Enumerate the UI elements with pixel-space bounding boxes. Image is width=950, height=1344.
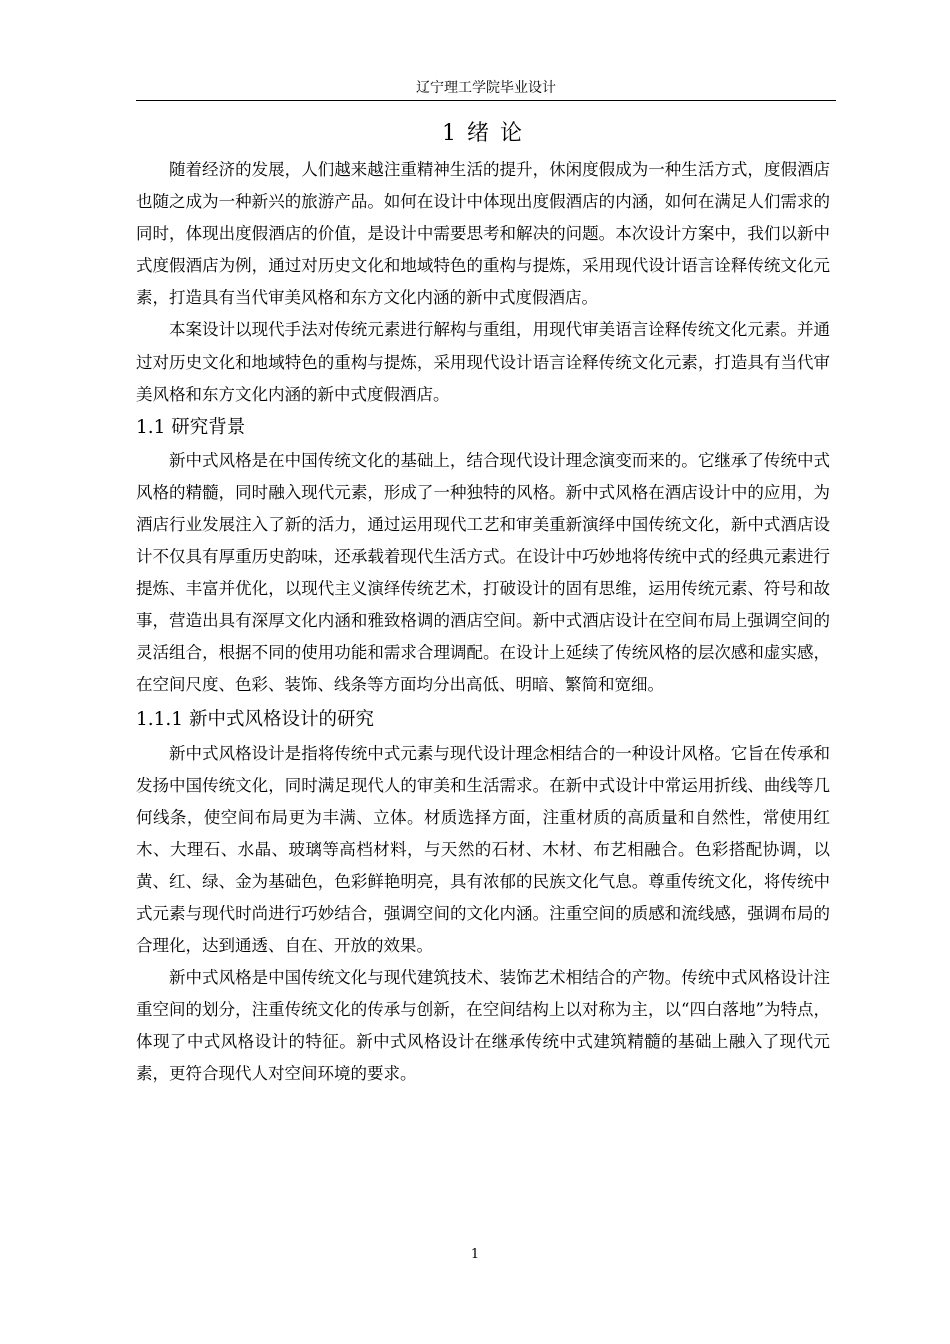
section-1-1-paragraph-1: 新中式风格是在中国传统文化的基础上，结合现代设计理念演变而来的。它继承了传统中式风格的精髓，同时融入现代元素，形成了一种独特的风格。新中式风格在酒店设计中的应用，为酒店行业发展注入了新的活力，通过运用现代工艺和审美重新演绎中国传统文化，新中式酒店设计不仅具有厚重历史韵味，还承载着现代生活方式。在设计中巧妙地将传统中式的经典元素进行提炼、丰富并优化，以现代主义演绎传统艺术，打破设计的固有思维，运用传统元素、符号和故事，营造出具有深厚文化内涵和雅致格调的酒店空间。新中式酒店设计在空间布局上强调空间的灵活组合，根据不同的使用功能和需求合理调配。在设计上延续了传统风格的层次感和虚实感，在空间尺度、色彩、装饰、线条等方面均分出高低、明暗、繁简和宽细。 bbox=[136, 450, 830, 695]
intro-paragraph-1: 随着经济的发展，人们越来越注重精神生活的提升，休闲度假成为一种生活方式，度假酒店也随之成为一种新兴的旅游产品。如何在设计中体现出度假酒店的内涵，如何在满足人们需求的同时，体现出度假酒店的价值，是设计中需要思考和解决的问题。本次设计方案中，我们以新中式度假酒店为例，通过对历史文化和地域特色的重构与提炼，采用现代设计语言诠释传统文化元素，打造具有当代审美风格和东方文化内涵的新中式度假酒店。 bbox=[136, 160, 830, 308]
chapter-title: 1 绪 论 bbox=[442, 121, 524, 146]
header-title: 辽宁理工学院毕业设计 bbox=[416, 80, 556, 96]
section-1-1-1-paragraph-1: 新中式风格设计是指将传统中式元素与现代设计理念相结合的一种设计风格。它旨在传承和发扬中国传统文化，同时满足现代人的审美和生活需求。在新中式设计中常运用折线、曲线等几何线条，使空间布局更为丰满、立体。材质选择方面，注重材质的高质量和自然性，常使用红木、大理石、水晶、玻璃等高档材料，与天然的石材、木材、布艺相融合。色彩搭配协调，以黄、红、绿、金为基础色，色彩鲜艳明亮，具有浓郁的民族文化气息。尊重传统文化，将传统中式元素与现代时尚进行巧妙结合，强调空间的文化内涵。注重空间的质感和流线感，强调布局的合理化，达到通透、自在、开放的效果。 bbox=[136, 743, 830, 956]
intro-paragraph-2: 本案设计以现代手法对传统元素进行解构与重组，用现代审美语言诠释传统文化元素。并通过对历史文化和地域特色的重构与提炼，采用现代设计语言诠释传统文化元素，打造具有当代审美风格和东方文化内涵的新中式度假酒店。 bbox=[136, 320, 830, 404]
page-number: 1 bbox=[470, 1247, 480, 1262]
section-1-1-1-paragraph-2: 新中式风格是中国传统文化与现代建筑技术、装饰艺术相结合的产物。传统中式风格设计注重空间的划分，注重传统文化的传承与创新，在空间结构上以对称为主，以“四白落地”为特点，体现了中式风格设计的特征。新中式风格设计在继承传统中式建筑精髓的基础上融入了现代元素，更符合现代人对空间环境的要求。 bbox=[136, 968, 830, 1084]
section-heading-1-1-1: 1.1.1 新中式风格设计的研究 bbox=[136, 708, 374, 730]
section-heading-1-1: 1.1 研究背景 bbox=[136, 416, 246, 438]
page-header bbox=[136, 76, 836, 101]
document-body bbox=[136, 112, 830, 1091]
